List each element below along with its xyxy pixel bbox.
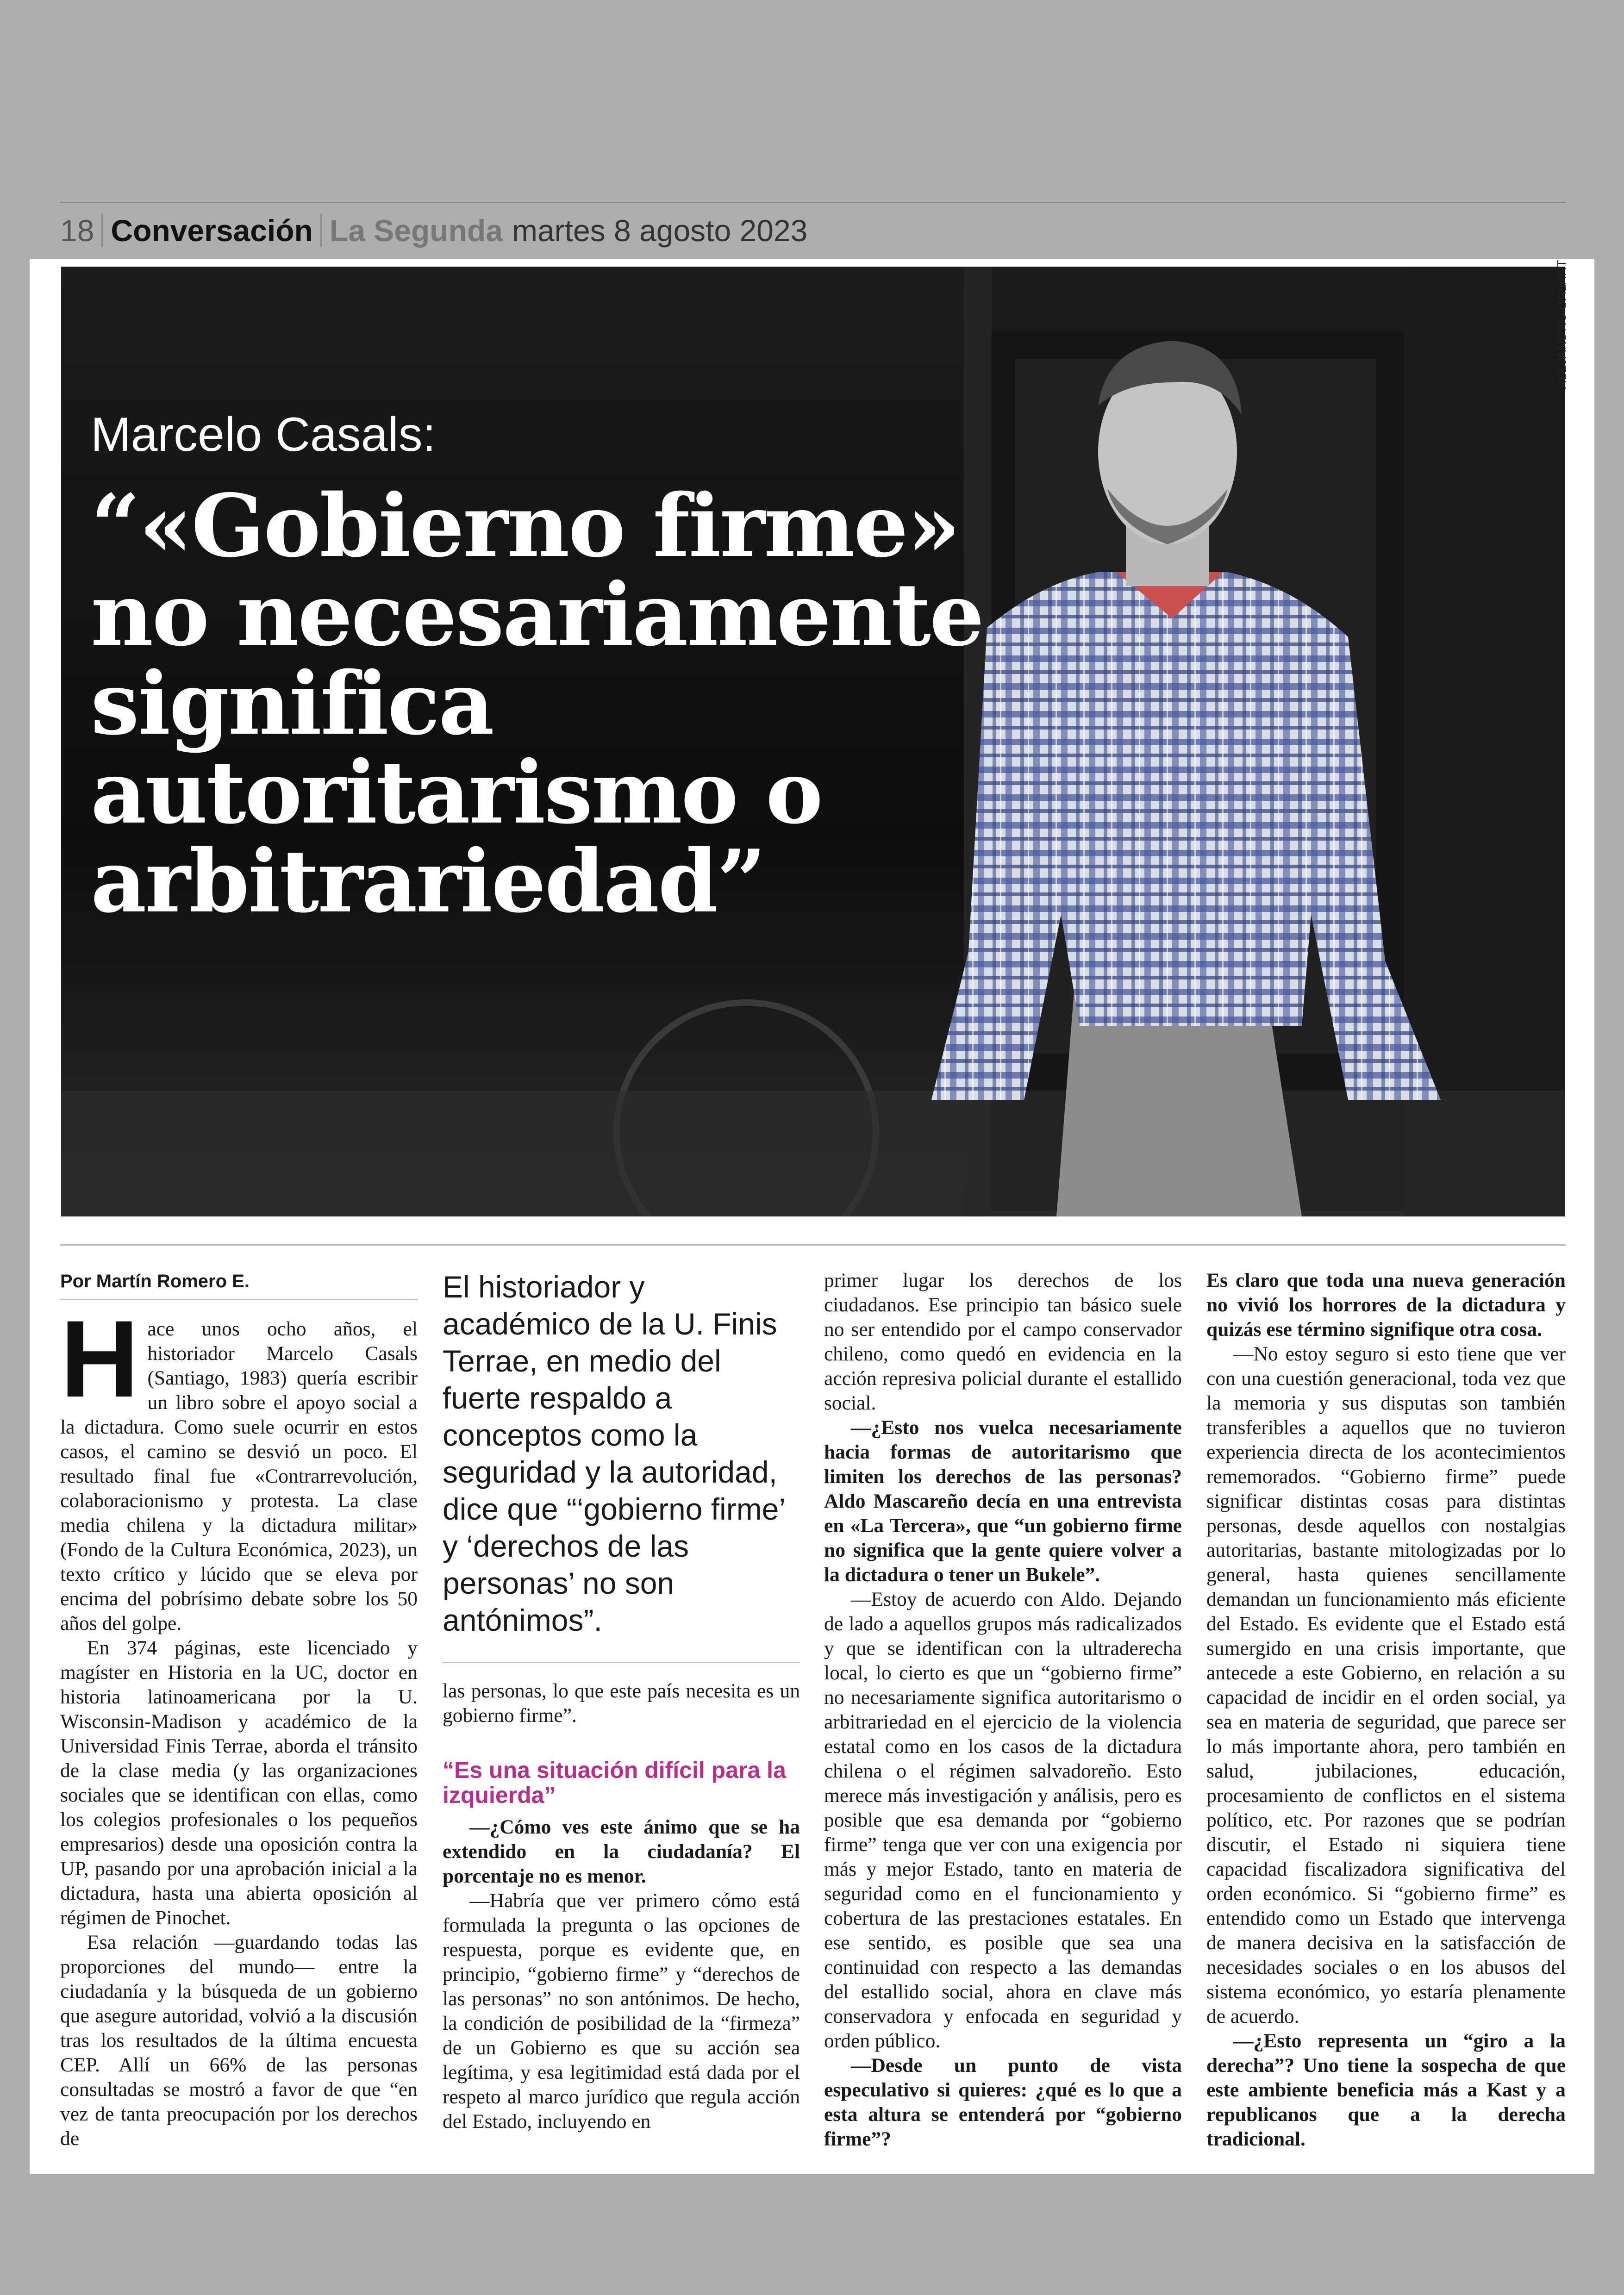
opening-text: ace unos ocho años, el historiador Marcelo Casals (Santiago, 1983) quería escribir un libro sobre el apoyo social a la dictadura. Como suele ocurrir en estos casos, el camino se desvió un poco. El resultado final fue «Contrarrevolución, colaboracionismo y protesta. La clase media chilena y la dictadura militar» (Fondo de la Cultura Económica, 2023), un texto crítico y lúcido que se eleva por encima del pobrísimo debate sobre los 50 años del golpe. xyxy=(60,1318,418,1634)
publication-name: La Segunda xyxy=(329,213,503,248)
article-column-1 xyxy=(60,1268,418,2151)
byline: Por Martín Romero E. xyxy=(60,1268,418,1300)
article-rule xyxy=(60,1244,1566,1246)
article-column-2 xyxy=(443,1268,800,2134)
interview-question: —¿Esto nos vuelca necesariamente hacia formas de autoritarismo que limiten los derechos de las personas? Aldo Mascareño decía en una entrevista en «La Tercera», que “un gobierno firme no significa que la gente quiere volver a la dictadura o tener un Bukele”. xyxy=(824,1416,1182,1586)
interview-question: —¿Esto representa un “giro a la derecha”? Uno tiene la sospecha de que este ambiente beneficia más a Kast y a republicanos que a la derecha tradicional. xyxy=(1206,2030,1566,2150)
issue-date: martes 8 agosto 2023 xyxy=(512,213,808,248)
header-divider xyxy=(101,214,103,247)
header-rule xyxy=(60,202,1566,203)
interview-answer: primer lugar los derechos de los ciudadanos. Ese principio tan básico suele no ser entendido por el campo conservador chileno, como quedó en evidencia en la acción represiva policial durante el estallido social. xyxy=(824,1269,1182,1414)
section-name: Conversación xyxy=(111,213,313,248)
interview-answer: —Habría que ver primero cómo está formulada la pregunta o las opciones de respuesta, porque es evidente que, en principio, “gobierno firme” y “derechos de las personas” no son antónimos. De hecho, la condición de posibilidad de la “firmeza” de un Gobierno es que su acción sea legítima, y esa legitimidad está dada por el respeto al marco jurídico que regula acción del Estado, incluyendo en xyxy=(443,1890,800,2133)
lead-summary: El historiador y académico de la U. Finis Terrae, en medio del fuerte respaldo a conceptos como la seguridad y la autoridad, dice que “‘gobierno firme’ y ‘derechos de las personas’ no son antónimos”. xyxy=(443,1268,800,1663)
interview-answer: —Estoy de acuerdo con Aldo. Dejando de lado a aquellos grupos más radicalizados y que se identifican con la ultraderecha local, lo cierto es que un “gobierno firme” no necesariamente significa autoritarismo o arbitrariedad en el ejercicio de la violencia estatal como en los casos de la dictadura chilena o el régimen salvadoreño. Esto merece más investigación y análisis, pero es posible que esa demanda por “gobierno firme” tenga que ver con una exigencia por más y mejor Estado, tanto en materia de seguridad como en el funcionamiento y cobertura de las prestaciones estatales. En ese sentido, es posible que sea una continuidad con respecto a las demandas del estallido social, ahora en clave más conservadora y enfocada en seguridad y orden público. xyxy=(824,1588,1182,2052)
interview-question: Es claro que toda una nueva generación no vivió los horrores de la dictadura y quizás ese término signifique otra cosa. xyxy=(1206,1269,1566,1341)
article-column-4 xyxy=(1206,1268,1566,2152)
page-header xyxy=(60,207,807,254)
section-subhead: “Es una situación difícil para la izquierda” xyxy=(443,1757,786,1808)
body-paragraph: Esa relación —guardando todas las proporciones del mundo— entre la ciudadanía y la búsqueda de un gobierno que asegure autoridad, volvió a la discusión tras los resultados de la última encuesta CEP. Allí un 66% de las personas consultadas se mostró a favor de que “en vez de tanta preocupación por los derechos de xyxy=(60,1931,418,2150)
drop-cap: H xyxy=(60,1298,139,1420)
header-divider xyxy=(320,214,322,247)
interview-question: —¿Cómo ves este ánimo que se ha extendido en la ciudadanía? El porcentaje no es menor. xyxy=(443,1816,800,1887)
body-paragraph: En 374 páginas, este licenciado y magíster en Historia en la UC, doctor en historia latinoamericana por la U. Wisconsin-Madison y académico de la Universidad Finis Terrae, aborda el tránsito de la clase media (y las organizaciones sociales que se identifican con ellas, como los colegios profesionales o los pequeños empresarios) desde una oposición contra la UP, pasando por una aprobación inicial a la dictadura, hasta una abierta oposición al régimen de Pinochet. xyxy=(60,1637,418,1929)
headline-kicker: Marcelo Casals: xyxy=(91,408,436,461)
interview-question: —Desde un punto de vista especulativo si quieres: ¿qué es lo que a esta altura se entenderá por “gobierno firme”? xyxy=(824,2054,1182,2150)
body-paragraph: las personas, lo que este país necesita es un gobierno firme”. xyxy=(443,1680,800,1727)
article-column-3 xyxy=(824,1268,1182,2152)
opening-paragraph xyxy=(60,1298,418,1636)
photo-credit: ALEJANDRO BALART xyxy=(1555,259,1568,389)
headline: “«Gobierno firme» no necesariamente significa autoritarismo o arbitrariedad” xyxy=(91,475,983,932)
page-number: 18 xyxy=(60,213,94,248)
interview-answer: —No estoy seguro si esto tiene que ver con una cuestión generacional, toda vez que la memoria y sus disputas son también transferibles a aquellos que no tuvieron experiencia directa de los acontecimientos rememorados. “Gobierno firme” puede significar distintas cosas para distintas personas, desde aquellos con nostalgias autoritarias, bastante mitologizadas por lo general, hasta quienes sencillamente demandan un funcionamiento más eficiente del Estado. Es evidente que el Estado está sumergido en una crisis importante, que antecede a este Gobierno, en relación a su capacidad de incidir en el orden social, ya sea en materia de seguridad, que parece ser lo más importante ahora, pero también en salud, jubilaciones, educación, procesamiento de conflictos en el sistema político, etc. Por razones que se podrían discutir, el Estado ni siquiera tiene capacidad fiscalizadora significativa del orden económico. Si “gobierno firme” es entendido como un Estado que intervenga de manera decisiva en la satisfacción de necesidades sociales o en los abusos del sistema económico, yo estaría plenamente de acuerdo. xyxy=(1206,1343,1566,2027)
